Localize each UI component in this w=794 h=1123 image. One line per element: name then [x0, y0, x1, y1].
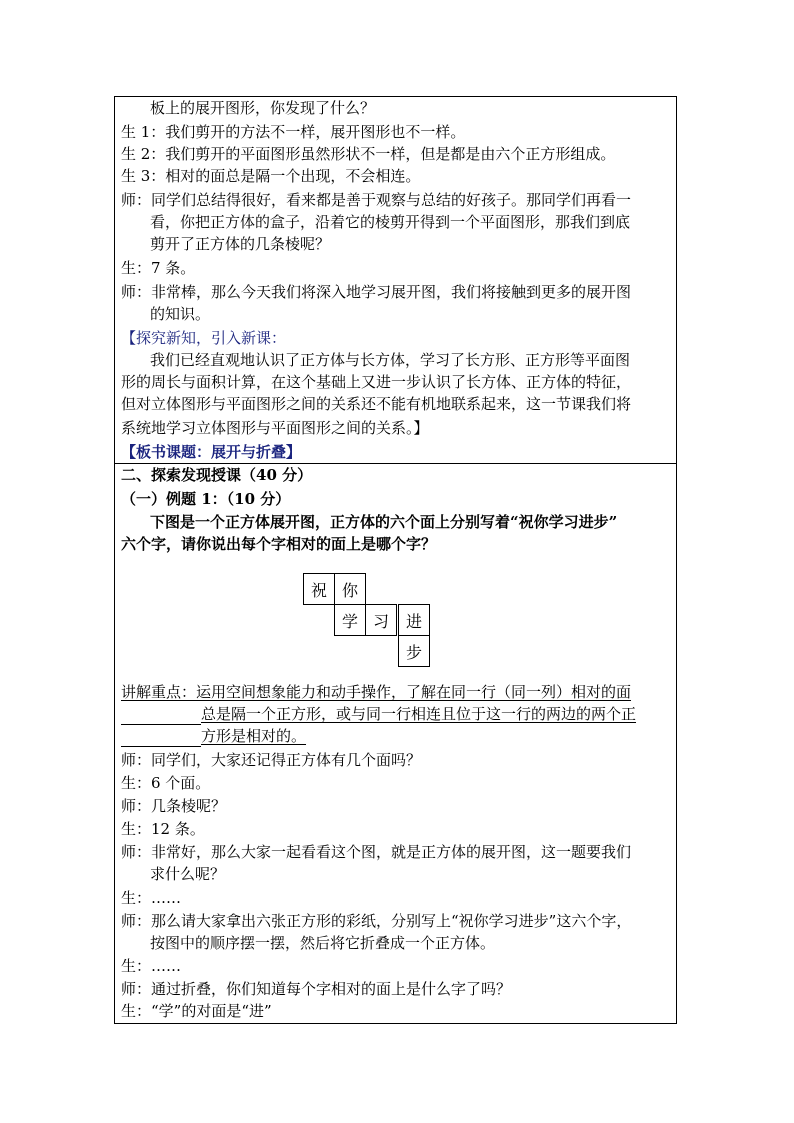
underline-indent — [121, 724, 201, 725]
key-point: 方形是相对的。 — [201, 727, 307, 745]
net-cell: 进 — [398, 604, 430, 636]
text-line: 师：非常好，那么大家一起看看这个图，就是正方体的展开图，这一题要我们 — [121, 843, 632, 861]
lesson-title: 【板书课题：展开与折叠】 — [121, 443, 302, 461]
text-line: 师：通过折叠，你们知道每个字相对的面上是什么字了吗？ — [121, 980, 512, 998]
text-line: 师：几条棱呢？ — [121, 797, 227, 815]
text-line: 生：“学”的对面是“进” — [121, 1002, 272, 1020]
text-line: 生：7 条。 — [121, 259, 196, 277]
text-line: 生：12 条。 — [121, 820, 205, 838]
text-line: 看，你把正方体的盒子，沿着它的棱剪开得到一个平面图形，那我们到底 — [150, 213, 631, 231]
question-text: 六个字，请你说出每个字相对的面上是哪个字？ — [121, 535, 437, 553]
net-cell: 步 — [398, 635, 430, 667]
question-text: 下图是一个正方体展开图，正方体的六个面上分别写着“祝你学习进步” — [150, 513, 618, 531]
text-line: 师：同学们总结得很好，看来都是善于观察与总结的好孩子。那同学们再看一 — [121, 191, 632, 209]
net-cell: 学 — [334, 604, 366, 636]
text-line: 生 2：我们剪开的平面图形虽然形状不一样，但是都是由六个正方形组成。 — [121, 145, 616, 163]
text-line: 生：6 个面。 — [121, 774, 211, 792]
text-line: 形的周长与面积计算，在这个基础上又进一步认识了长方体、正方体的特征， — [121, 373, 632, 391]
text-line: 生 1：我们剪开的方法不一样，展开图形也不一样。 — [121, 123, 466, 141]
text-line: 按图中的顺序摆一摆，然后将它折叠成一个正方体。 — [150, 934, 496, 952]
text-line: 师：那么请大家拿出六张正方形的彩纸，分别写上“祝你学习进步”这六个字， — [121, 912, 632, 930]
section-tag: 【探究新知，引入新课： — [121, 329, 287, 347]
text-line: 师：非常棒，那么今天我们将深入地学习展开图，我们将接触到更多的展开图 — [121, 283, 632, 301]
example-heading: （一）例题 1：（10 分） — [121, 490, 291, 508]
text-line: 生：…… — [121, 889, 182, 907]
net-cell: 你 — [334, 573, 366, 605]
key-point: 总是隔一个正方形，或与同一行相连且位于这一行的两边的两个正 — [201, 705, 637, 723]
text-line: 板上的展开图形，你发现了什么？ — [150, 99, 376, 117]
text-line: 生 3：相对的面总是隔一个出现，不会相连。 — [121, 167, 421, 185]
key-point: 讲解重点：运用空间想象能力和动手操作，了解在同一行（同一列）相对的面 — [121, 683, 632, 701]
text-line: 求什么呢？ — [150, 865, 226, 883]
section-heading: 二、探索发现授课（40 分） — [121, 466, 313, 484]
net-cell: 习 — [365, 604, 397, 636]
underline-indent — [121, 746, 201, 747]
text-line: 师：同学们，大家还记得正方体有几个面吗？ — [121, 751, 422, 769]
net-cell: 祝 — [303, 573, 335, 605]
text-line: 剪开了正方体的几条棱呢？ — [150, 235, 331, 253]
text-line: 我们已经直观地认识了正方体与长方体，学习了长方形、正方形等平面图 — [150, 351, 631, 369]
text-line: 但对立体图形与平面图形之间的关系还不能有机地联系起来，这一节课我们将 — [121, 395, 632, 413]
text-line: 的知识。 — [150, 305, 211, 323]
text-line: 系统地学习立体图形与平面图形之间的关系。】 — [121, 419, 429, 437]
text-line: 生：…… — [121, 957, 182, 975]
